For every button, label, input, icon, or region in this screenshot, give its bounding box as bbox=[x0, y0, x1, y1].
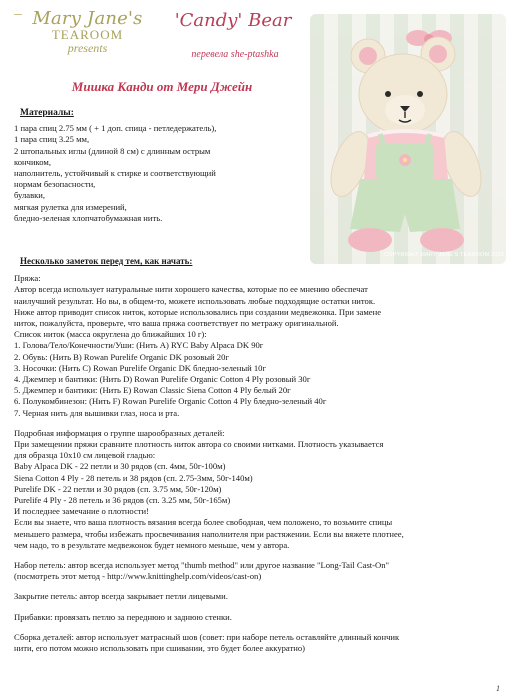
brand-logo bbox=[20, 8, 155, 56]
brand-name: Mary Jane's bbox=[32, 8, 143, 29]
materials-line: 1 пара спиц 2.75 мм ( + 1 доп. спица - петледержатель), bbox=[14, 123, 217, 134]
yarn-title: Пряжа: bbox=[14, 273, 41, 284]
gauge-line: При замещении пряжи сравните плотность ниток автора со своими нитками. Плотность указывается bbox=[14, 439, 384, 450]
yarn-line: 2. Обувь: (Нить B) Rowan Purelife Organic DK розовый 20г bbox=[14, 351, 229, 362]
materials-line: мягкая рулетка для измерений, bbox=[14, 201, 127, 212]
yarn-line: ниток, пожалуйста, проверьте, что ваша пряжа соответствует по метражу оригинальной. bbox=[14, 318, 339, 329]
photo-copyright: COPYRIGHT MARY JANE'S TEAROOM 2010 bbox=[384, 252, 504, 258]
yarn-line: Ниже автор приводит список ниток, которые использовались при создании медвежонка. При замене bbox=[14, 306, 382, 317]
bear-right-eye bbox=[417, 91, 423, 97]
gauge-line: И последнее замечание о плотности! bbox=[14, 506, 149, 517]
materials-line: нормам безопасности, bbox=[14, 179, 96, 190]
assembly-line: Сборка деталей: автор использует матрасный шов (совет: при наборе петель оставляйте длинный кончик bbox=[14, 631, 400, 642]
materials-line: 1 пара спиц 3.25 мм, bbox=[14, 134, 90, 145]
yarn-line: наилучший результат. Но вы, в общем-то, можете использовать любые подходящие остатки ниток. bbox=[14, 295, 376, 306]
bear-photo bbox=[310, 14, 506, 264]
assembly-block bbox=[14, 632, 504, 654]
overalls-legs bbox=[350, 179, 460, 232]
page-number: 1 bbox=[496, 684, 500, 693]
cast-on-block bbox=[14, 560, 504, 582]
yarn-line: 6. Полукомбинезон: (Нить F) Rowan Purelife Organic Cotton 4 Ply бледно-зеленый 40г bbox=[14, 396, 327, 407]
bear-left-shoe bbox=[348, 228, 392, 252]
materials-line: наполнитель, устойчивый к стирке и соответствующий bbox=[14, 168, 216, 179]
yarn-line: Список ниток (масса округлена до ближайших 10 г): bbox=[14, 329, 207, 340]
yarn-line: 5. Джемпер и бантики: (Нить E) Rowan Classic Siena Cotton 4 Ply белый 20г bbox=[14, 385, 291, 396]
bear-left-eye bbox=[385, 91, 391, 97]
cast-on-line: Набор петель: автор всегда использует метод "thumb method" или другое название "Long-Tail Cast-On" bbox=[14, 560, 390, 571]
gauge-line: чем надо, то в результате медвежонок будет немного меньше, чем у автора. bbox=[14, 539, 290, 550]
materials-line: 2 штопальных иглы (длиной 8 см) с длинным острым bbox=[14, 145, 211, 156]
yarn-line: Автор всегда использует натуральные нити хорошего качества, которые по ее мнению обеспечат bbox=[14, 284, 368, 295]
yarn-line: 1. Голова/Тело/Конечности/Уши: (Нить A) RYC Baby Alpaca DK 90г bbox=[14, 340, 264, 351]
flower-center bbox=[403, 158, 407, 162]
notes-section bbox=[14, 256, 504, 654]
bear-right-ear-inner bbox=[429, 45, 447, 63]
materials-line: булавки, bbox=[14, 190, 46, 201]
increase-line: Прибавки: провязать петлю за переднюю и заднюю стенки. bbox=[14, 611, 232, 622]
gauge-line: Purelife 4 Ply - 28 петель и 36 рядов (сп. 3.25 мм, 50г-165м) bbox=[14, 495, 231, 506]
gauge-line: Baby Alpaca DK - 22 петли и 30 рядов (сп. 4мм, 50г-100м) bbox=[14, 461, 226, 472]
bear-illustration bbox=[310, 14, 506, 264]
brand-presents: presents bbox=[67, 41, 108, 55]
bear-left-ear-inner bbox=[359, 47, 377, 65]
brand-tearoom: TEAROOM bbox=[51, 27, 124, 42]
gauge-line: Purelife DK - 22 петли и 30 рядов (сп. 3.75 мм, 50г-120м) bbox=[14, 483, 222, 494]
materials-section bbox=[14, 108, 304, 224]
yarn-line: 7. Черная нить для вышивки глаз, носа и рта. bbox=[14, 407, 180, 418]
materials-line: кончиком, bbox=[14, 156, 52, 167]
gauge-line: Подробная информация о группе шарообразных деталей: bbox=[14, 427, 225, 438]
pattern-name: 'Candy' Bear bbox=[174, 10, 292, 31]
materials-line: бледно-зеленая хлопчатобумажная нить. bbox=[14, 212, 163, 223]
yarn-line: 3. Носочки: (Нить C) Rowan Purelife Organic DK бледно-зеленый 10г bbox=[14, 362, 266, 373]
gauge-line: для образца 10х10 см лицевой гладью: bbox=[14, 450, 156, 461]
cast-on-link[interactable]: (посмотреть этот метод - http://www.knittinghelp.com/videos/cast-on) bbox=[14, 571, 262, 582]
cast-off-line: Закрытие петель: автор всегда закрывает петли лицевыми. bbox=[14, 591, 228, 602]
translator-credit: перевела she-ptashka bbox=[191, 49, 279, 60]
gauge-line: меньшего размера, чтобы избежать просвечивания наполнителя при растяжении. Если вы вяжете плотнее, bbox=[14, 528, 404, 539]
gauge-line: Siena Cotton 4 Ply - 28 петель и 38 рядов (сп. 2.75-3мм, 50г-140м) bbox=[14, 472, 253, 483]
assembly-line: нити, его потом можно использовать при сшивании, это будет более аккуратно) bbox=[14, 643, 306, 654]
gauge-block bbox=[14, 428, 504, 551]
gauge-line: Если вы знаете, что ваша плотность вязания всегда более свободная, чем положено, то возьмите спицы bbox=[14, 517, 393, 528]
yarn-line: 4. Джемпер и бантики: (Нить D) Rowan Purelife Organic Cotton 4 Ply розовый 30г bbox=[14, 374, 311, 385]
bear-right-shoe bbox=[420, 228, 464, 252]
materials-heading: Материалы: bbox=[20, 108, 74, 118]
notes-heading: Несколько заметок перед тем, как начать: bbox=[20, 256, 193, 266]
page-title: Мишка Канди от Мери Джейн bbox=[71, 79, 253, 94]
